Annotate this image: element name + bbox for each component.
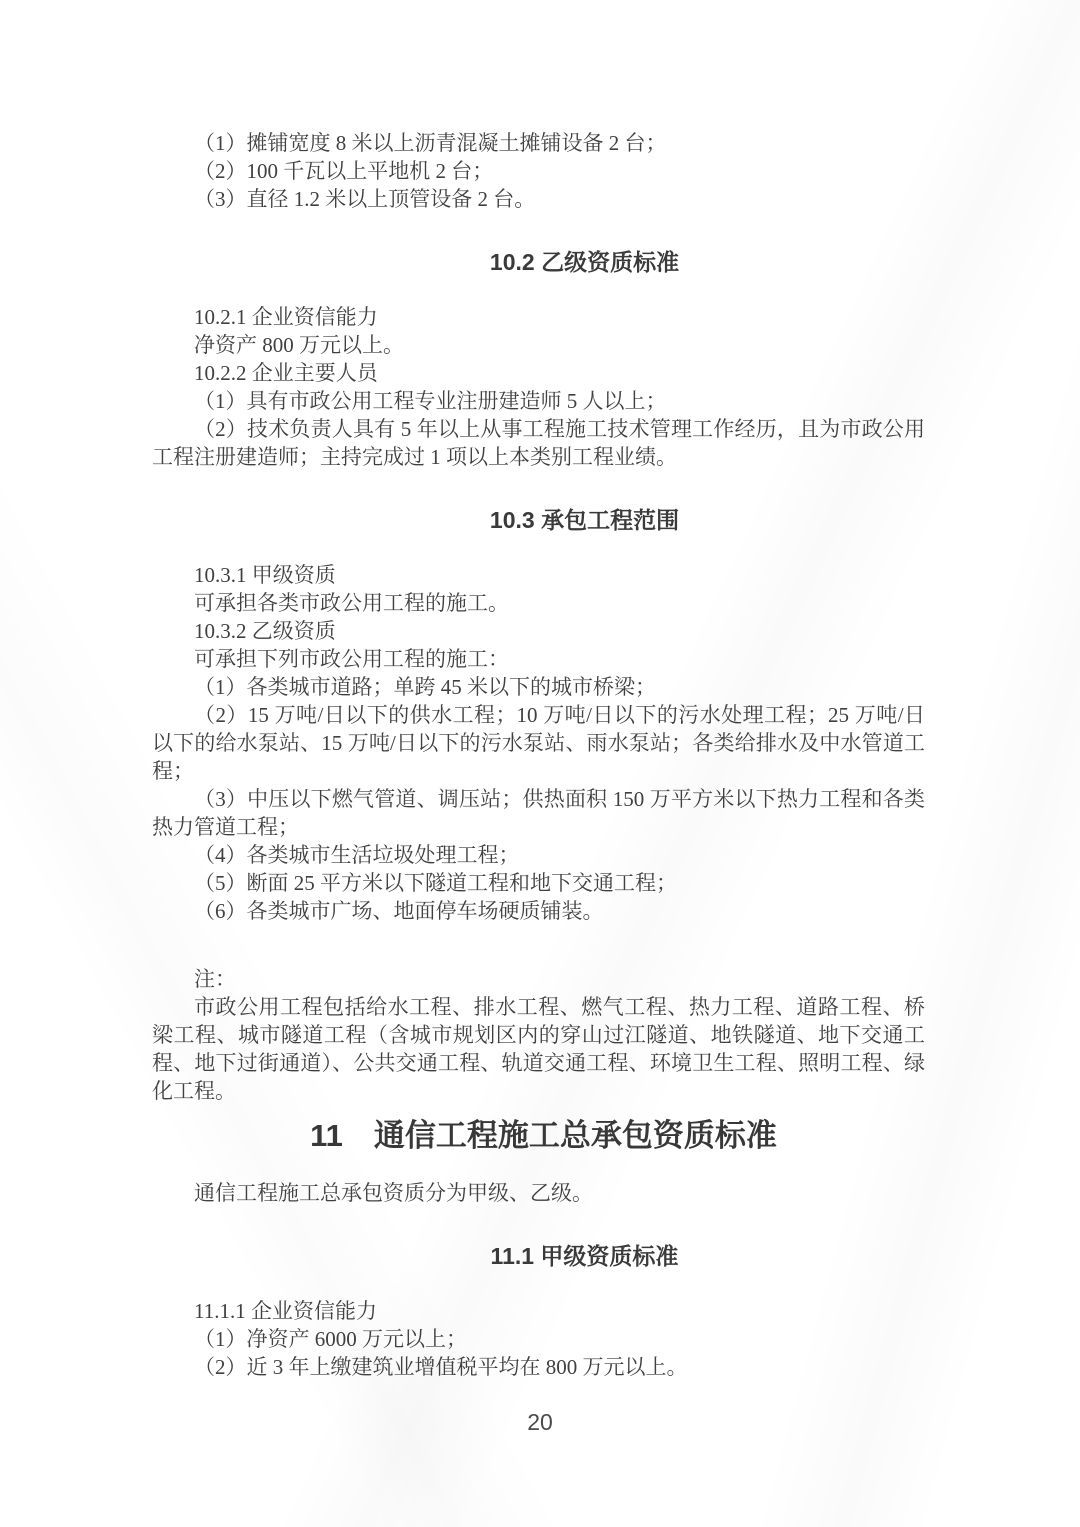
paragraph: （1）各类城市道路；单跨 45 米以下的城市桥梁； [194, 675, 656, 699]
paragraph: 净资产 800 万元以上。 [194, 333, 404, 357]
paragraph: 10.2.1 企业资信能力 [194, 305, 378, 329]
section-heading: 11.1 甲级资质标准 [490, 1243, 679, 1269]
chapter-heading: 11 通信工程施工总承包资质标准 [310, 1118, 777, 1153]
paragraph: 11.1.1 企业资信能力 [194, 1299, 377, 1323]
paragraph: （4）各类城市生活垃圾处理工程； [194, 843, 520, 867]
paragraph: （2）15 万吨/日以下的供水工程；10 万吨/日以下的污水处理工程；25 万吨/日以下的给水泵站、15 万吨/日以下的污水泵站、雨水泵站；各类给排水及中水管道工程； [152, 703, 925, 783]
section-heading: 10.2 乙级资质标准 [489, 249, 680, 275]
page-number: 20 [527, 1409, 553, 1435]
paragraph: 10.3.1 甲级资质 [194, 563, 336, 587]
paragraph: 市政公用工程包括给水工程、排水工程、燃气工程、热力工程、道路工程、桥梁工程、城市隧道工程（含城市规划区内的穿山过江隧道、地铁隧道、地下交通工程、地下过街通道）、公共交通工程、轨道交通工程、环境卫生工程、照明工程、绿化工程。 [152, 995, 925, 1103]
paragraph: （2）技术负责人具有 5 年以上从事工程施工技术管理工作经历，且为市政公用工程注册建造师；主持完成过 1 项以上本类别工程业绩。 [152, 417, 925, 469]
paragraph: （3）直径 1.2 米以上顶管设备 2 台。 [194, 187, 536, 211]
paragraph: （5）断面 25 平方米以下隧道工程和地下交通工程； [194, 871, 677, 895]
paragraph: 可承担各类市政公用工程的施工。 [194, 591, 509, 615]
paragraph: （2）100 千瓦以上平地机 2 台； [194, 159, 494, 183]
paragraph: （1）摊铺宽度 8 米以上沥青混凝土摊铺设备 2 台； [194, 131, 667, 155]
paragraph: （3）中压以下燃气管道、调压站；供热面积 150 万平方米以下热力工程和各类热力管道工程； [152, 787, 925, 839]
paragraph: （1）净资产 6000 万元以上； [194, 1327, 467, 1351]
paragraph: 通信工程施工总承包资质分为甲级、乙级。 [194, 1181, 593, 1205]
section-heading: 10.3 承包工程范围 [489, 507, 680, 533]
paragraph: （2）近 3 年上缴建筑业增值税平均在 800 万元以上。 [194, 1355, 688, 1379]
paragraph: 10.3.2 乙级资质 [194, 619, 336, 643]
paragraph: 10.2.2 企业主要人员 [194, 361, 378, 385]
paragraph: （1）具有市政公用工程专业注册建造师 5 人以上； [194, 389, 667, 413]
paragraph: 可承担下列市政公用工程的施工： [194, 647, 509, 671]
paragraph: 注： [194, 967, 236, 991]
paragraph: （6）各类城市广场、地面停车场硬质铺装。 [194, 899, 604, 923]
